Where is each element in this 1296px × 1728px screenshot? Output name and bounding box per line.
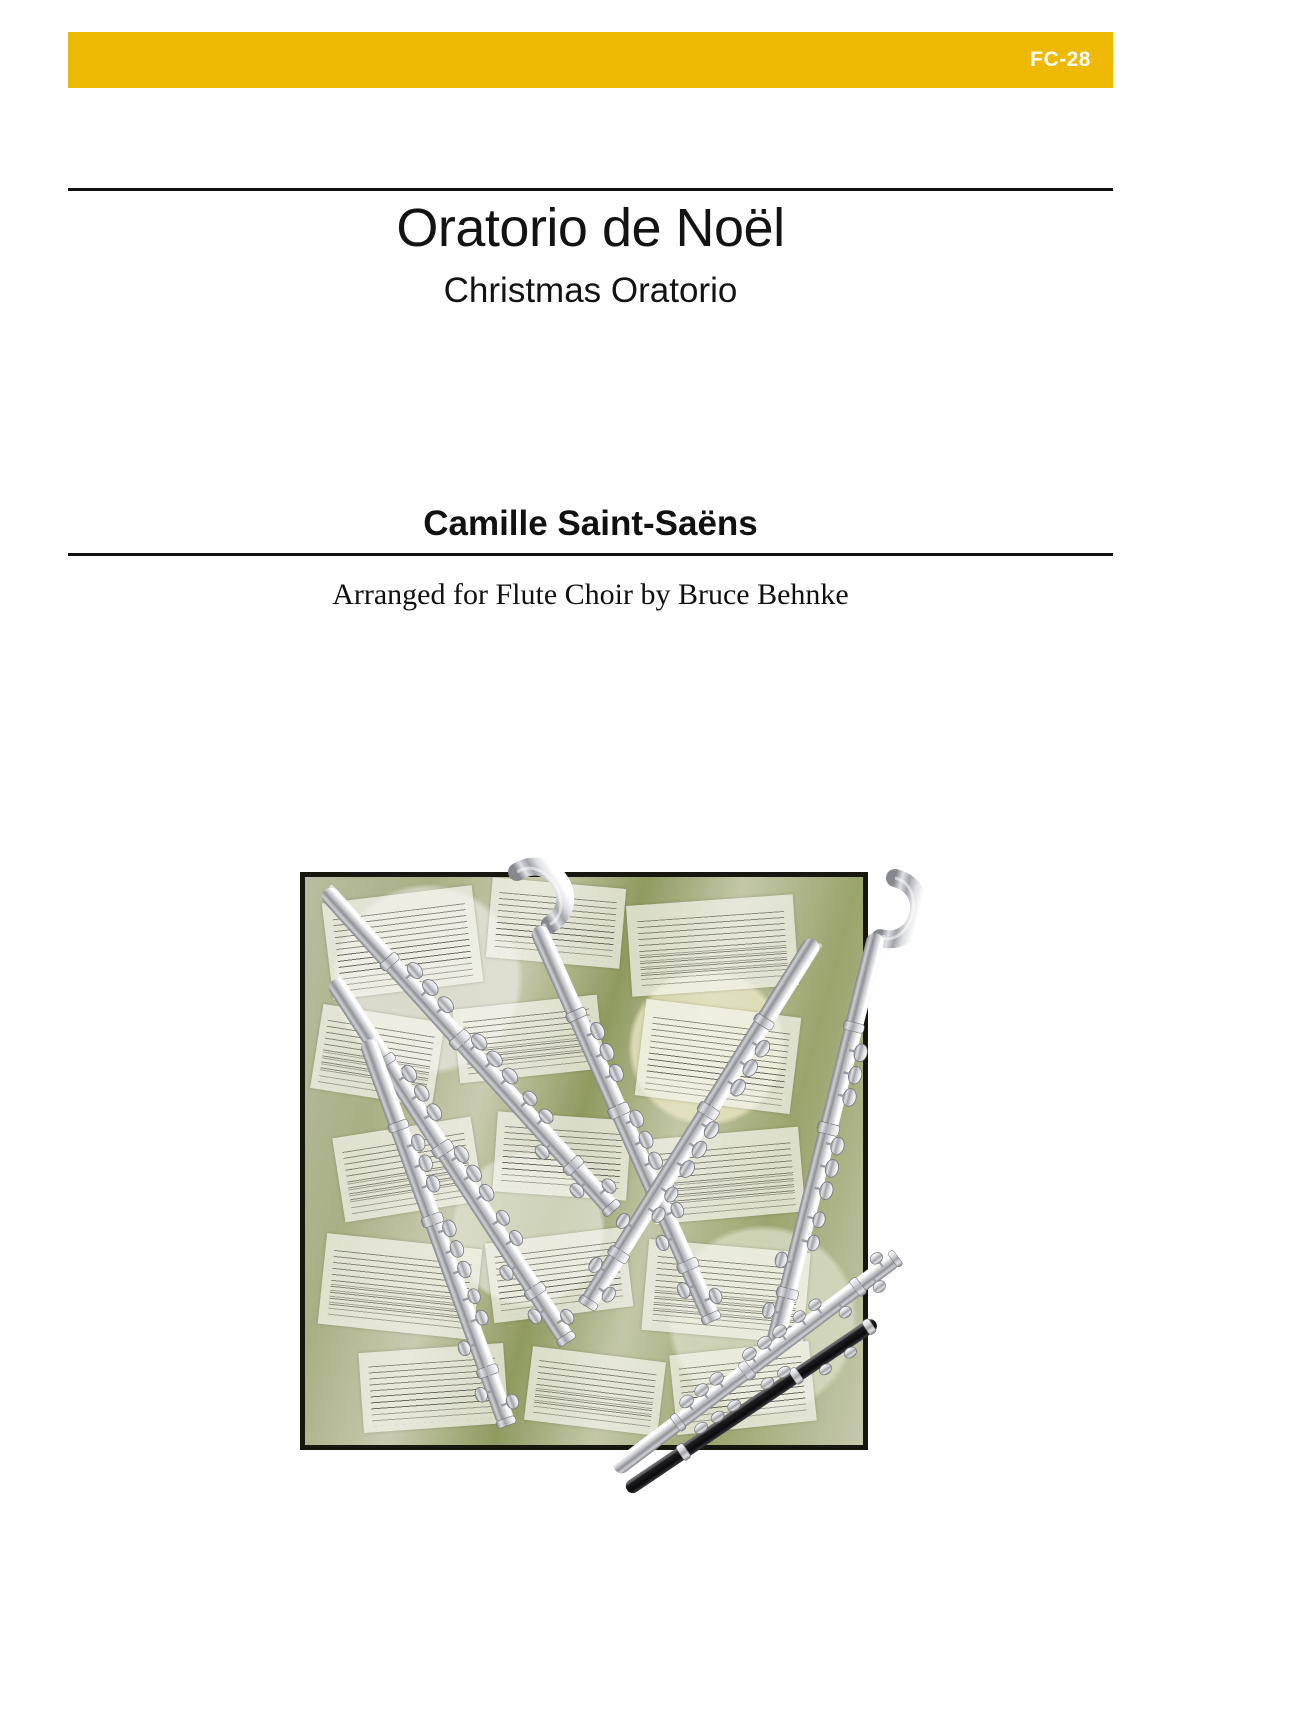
catalog-number: FC-28 xyxy=(1030,48,1091,71)
sheet-music-scrap xyxy=(492,1111,631,1200)
sheet-music-scrap xyxy=(524,1346,666,1436)
arrangement-credit: Arranged for Flute Choir by Bruce Behnke xyxy=(332,578,849,611)
sheet-music-scrap xyxy=(648,1126,806,1224)
sheet-music-scrap xyxy=(333,1117,484,1223)
catalog-band xyxy=(68,32,1113,88)
sheet-music-scrap xyxy=(634,998,801,1113)
cover-artwork xyxy=(300,872,868,1450)
sheet-music-scrap xyxy=(310,1004,445,1107)
sheet-music-scrap xyxy=(358,1343,508,1432)
sheet-music-scrap xyxy=(485,1227,633,1323)
page-title: Oratorio de Noël xyxy=(396,198,785,258)
sheet-music-scrap xyxy=(317,1233,482,1340)
composer-name: Camille Saint-Saëns xyxy=(423,504,758,543)
sheet-music-scrap xyxy=(322,885,483,999)
divider-above-title xyxy=(68,188,1113,191)
sheet-music-scrap xyxy=(669,1341,816,1435)
page-subtitle: Christmas Oratorio xyxy=(443,271,738,310)
divider-below-composer xyxy=(68,553,1113,556)
sheet-music-scrap xyxy=(452,995,604,1084)
sheet-music-scrap xyxy=(626,894,799,996)
sheet-music-scrap xyxy=(642,1239,811,1344)
sheet-music-scrap xyxy=(486,877,626,968)
